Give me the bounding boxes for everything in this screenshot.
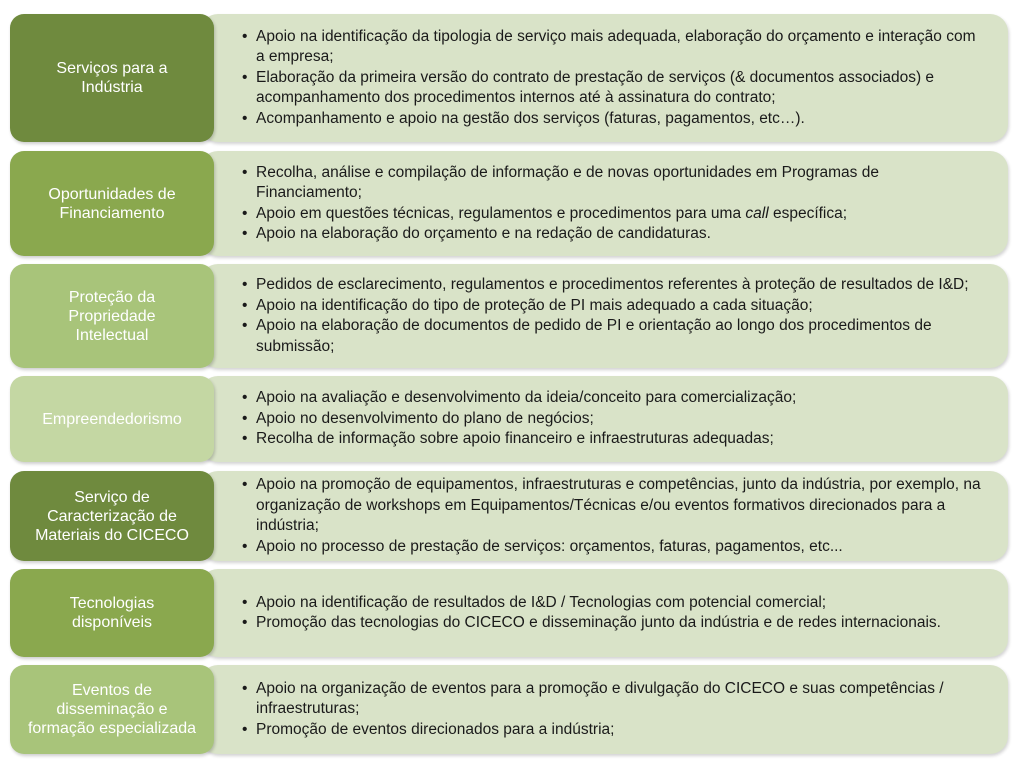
category-label: Tecnologias disponíveis <box>10 569 214 657</box>
row-eventos-disseminacao <box>0 665 1016 754</box>
list-item: • Pedidos de esclarecimento, regulamentos e procedimentos referentes à proteção de resultados de I&D; <box>240 275 988 296</box>
list-item: • Elaboração da primeira versão do contrato de prestação de serviços (& documentos associados) e acompanhamento dos procedimentos internos até à assinatura do contrato; <box>240 68 988 109</box>
bullet-list <box>240 569 988 657</box>
list-item: • Apoio na avaliação e desenvolvimento da ideia/conceito para comercialização; <box>240 388 988 409</box>
list-item: • Apoio na elaboração de documentos de pedido de PI e orientação ao longo dos procedimentos de submissão; <box>240 316 988 357</box>
category-label: Serviços para a Indústria <box>10 14 214 142</box>
list-item: • Apoio na identificação da tipologia de serviço mais adequada, elaboração do orçamento e interação com a empresa; <box>240 27 988 68</box>
row-caracterizacao-materiais <box>0 471 1016 561</box>
list-item: • Acompanhamento e apoio na gestão dos serviços (faturas, pagamentos, etc…). <box>240 109 988 130</box>
row-empreendedorismo <box>0 376 1016 462</box>
list-item: • Apoio na promoção de equipamentos, infraestruturas e competências, junto da indústria, por exemplo, na organização de workshops em Equipamentos/Técnicas e/ou eventos formativos direcionados para a indústria; <box>240 475 988 537</box>
list-item: • Apoio em questões técnicas, regulamentos e procedimentos para uma call específica; <box>240 204 988 225</box>
bullet-list <box>240 665 988 754</box>
bullet-list <box>240 471 988 561</box>
list-item: • Apoio no processo de prestação de serviços: orçamentos, faturas, pagamentos, etc... <box>240 537 988 558</box>
row-propriedade-intelectual <box>0 264 1016 368</box>
list-item: • Apoio na organização de eventos para a promoção e divulgação do CICECO e suas competências / infraestruturas; <box>240 679 988 720</box>
row-servicos-industria <box>0 14 1016 142</box>
list-item: • Recolha, análise e compilação de informação e de novas oportunidades em Programas de Financiamento; <box>240 163 988 204</box>
list-item: • Promoção de eventos direcionados para a indústria; <box>240 720 988 741</box>
category-label: Oportunidades de Financiamento <box>10 151 214 256</box>
row-oportunidades-financiamento <box>0 151 1016 256</box>
list-item: • Recolha de informação sobre apoio financeiro e infraestruturas adequadas; <box>240 429 988 450</box>
list-item: • Apoio na identificação de resultados de I&D / Tecnologias com potencial comercial; <box>240 593 988 614</box>
list-item: • Apoio no desenvolvimento do plano de negócios; <box>240 409 988 430</box>
call-italic-text: call <box>745 204 769 222</box>
category-label: Eventos de disseminação e formação especializada <box>10 665 214 754</box>
list-item: • Apoio na identificação do tipo de proteção de PI mais adequado a cada situação; <box>240 296 988 317</box>
category-label: Serviço de Caracterização de Materiais do CICECO <box>10 471 214 561</box>
bullet-list <box>240 14 988 142</box>
row-tecnologias-disponiveis <box>0 569 1016 657</box>
list-item: • Promoção das tecnologias do CICECO e disseminação junto da indústria e de redes internacionais. <box>240 613 988 634</box>
bullet-list <box>240 151 988 256</box>
category-label: Proteção da Propriedade Intelectual <box>10 264 214 368</box>
list-item: • Apoio na elaboração do orçamento e na redação de candidaturas. <box>240 224 988 245</box>
bullet-list <box>240 264 988 368</box>
category-label: Empreendedorismo <box>10 376 214 462</box>
bullet-list <box>240 376 988 462</box>
